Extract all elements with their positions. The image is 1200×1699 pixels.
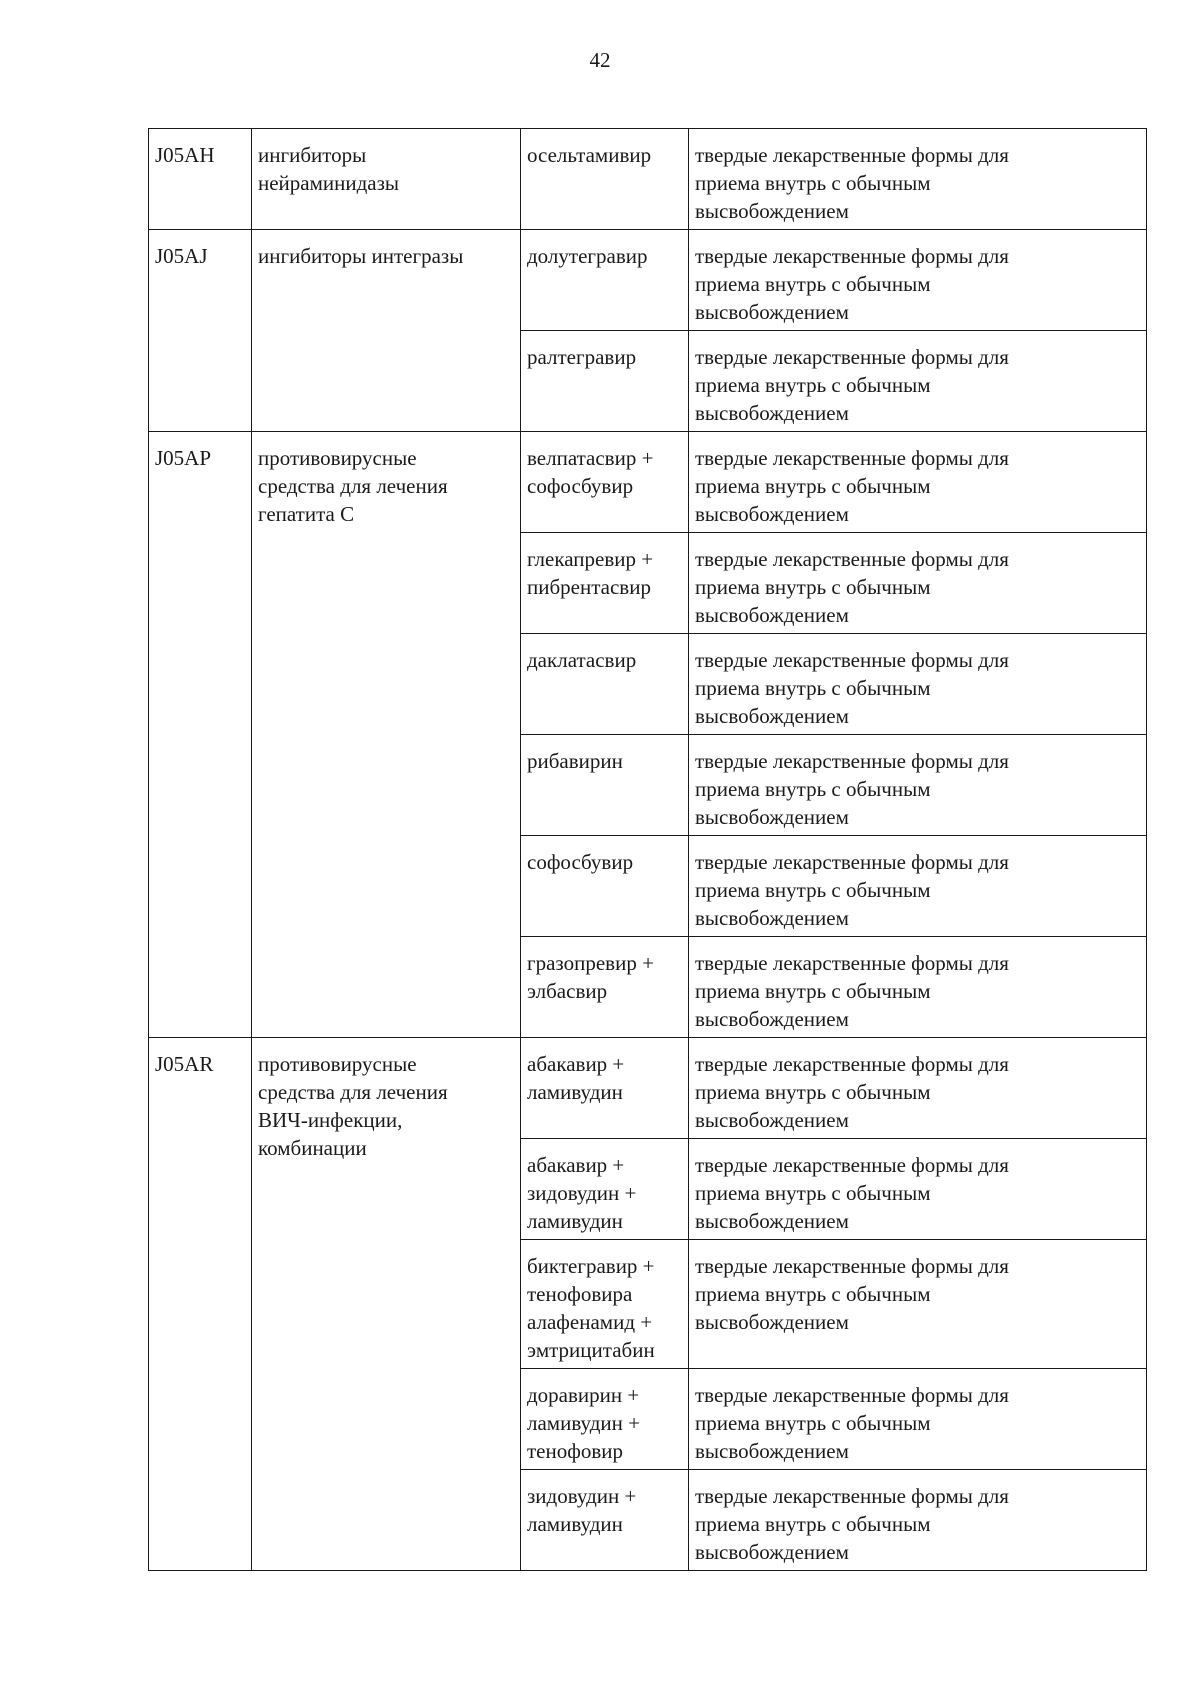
pharmacological-group-cell: [252, 432, 521, 1038]
drug-name-cell: [521, 735, 689, 836]
dosage-form-line: приема внутрь с обычным: [695, 373, 931, 397]
dosage-form-cell: [689, 836, 1147, 937]
drug-name-cell: [521, 129, 689, 230]
dosage-form-line: высвобождением: [695, 1209, 849, 1233]
dosage-form-cell: [689, 129, 1147, 230]
dosage-form-line: твердые лекарственные формы для: [695, 446, 1009, 470]
drug-name-cell: [521, 937, 689, 1038]
pharmacological-group-cell: [252, 1038, 521, 1571]
drug-name-line: абакавир +: [527, 1153, 625, 1177]
drug-name-cell: [521, 533, 689, 634]
dosage-form-cell: [689, 432, 1147, 533]
drug-name-cell: [521, 331, 689, 432]
drug-name-line: доравирин +: [527, 1383, 640, 1407]
table-row: [149, 1038, 1147, 1139]
drug-name-cell: [521, 1038, 689, 1139]
drug-name-line: тенофовира: [527, 1282, 633, 1306]
drug-name-line: эмтрицитабин: [527, 1338, 655, 1362]
dosage-form-line: твердые лекарственные формы для: [695, 850, 1009, 874]
dosage-form-cell: [689, 1240, 1147, 1369]
drug-name-line: тенофовир: [527, 1439, 623, 1463]
drug-name-line: пибрентасвир: [527, 575, 651, 599]
drug-name-line: даклатасвир: [527, 648, 637, 672]
dosage-form-line: высвобождением: [695, 1540, 849, 1564]
drug-name-line: глекапревир +: [527, 547, 654, 571]
group-name-line: гепатита С: [258, 502, 355, 526]
dosage-form-line: высвобождением: [695, 805, 849, 829]
dosage-form-line: высвобождением: [695, 704, 849, 728]
dosage-form-cell: [689, 735, 1147, 836]
dosage-form-line: твердые лекарственные формы для: [695, 345, 1009, 369]
drug-classification-table: [148, 128, 1147, 1571]
dosage-form-cell: [689, 1470, 1147, 1571]
drug-name-line: ламивудин: [527, 1512, 623, 1536]
drug-name-line: элбасвир: [527, 979, 608, 1003]
group-name-line: ингибиторы: [258, 143, 367, 167]
drug-name-line: алафенамид +: [527, 1310, 653, 1334]
drug-name-cell: [521, 1139, 689, 1240]
dosage-form-cell: [689, 331, 1147, 432]
dosage-form-line: высвобождением: [695, 401, 849, 425]
group-name-line: средства для лечения: [258, 1080, 448, 1104]
table-row: [149, 129, 1147, 230]
dosage-form-cell: [689, 937, 1147, 1038]
dosage-form-line: приема внутрь с обычным: [695, 1181, 931, 1205]
drug-name-line: софосбувир: [527, 850, 634, 874]
pharmacological-group-cell: [252, 230, 521, 432]
drug-name-line: софосбувир: [527, 474, 634, 498]
dosage-form-line: приема внутрь с обычным: [695, 979, 931, 1003]
drug-name-line: абакавир +: [527, 1052, 625, 1076]
drug-name-line: ламивудин: [527, 1080, 623, 1104]
dosage-form-line: высвобождением: [695, 603, 849, 627]
atc-code: J05AH: [155, 143, 215, 167]
dosage-form-line: приема внутрь с обычным: [695, 676, 931, 700]
dosage-form-line: твердые лекарственные формы для: [695, 648, 1009, 672]
dosage-form-line: твердые лекарственные формы для: [695, 1052, 1009, 1076]
dosage-form-line: приема внутрь с обычным: [695, 171, 931, 195]
drug-name-line: ламивудин: [527, 1209, 623, 1233]
dosage-form-line: твердые лекарственные формы для: [695, 1383, 1009, 1407]
atc-code: J05AP: [155, 446, 212, 470]
dosage-form-line: приема внутрь с обычным: [695, 777, 931, 801]
dosage-form-line: приема внутрь с обычным: [695, 1080, 931, 1104]
table-row: [149, 432, 1147, 533]
drug-name-cell: [521, 634, 689, 735]
group-name-line: нейраминидазы: [258, 171, 400, 195]
pharmacological-group-cell: [252, 129, 521, 230]
dosage-form-line: приема внутрь с обычным: [695, 878, 931, 902]
atc-code-cell: [149, 129, 252, 230]
group-name-line: противовирусные: [258, 446, 417, 470]
drug-name-cell: [521, 230, 689, 331]
dosage-form-line: твердые лекарственные формы для: [695, 1254, 1009, 1278]
dosage-form-cell: [689, 634, 1147, 735]
atc-code-cell: [149, 1038, 252, 1571]
group-name-line: противовирусные: [258, 1052, 417, 1076]
drug-name-cell: [521, 1369, 689, 1470]
dosage-form-line: высвобождением: [695, 1007, 849, 1031]
group-name-line: ВИЧ-инфекции,: [258, 1108, 403, 1132]
dosage-form-line: высвобождением: [695, 502, 849, 526]
page-number: 42: [589, 48, 611, 72]
group-name-line: комбинации: [258, 1136, 367, 1160]
dosage-form-cell: [689, 230, 1147, 331]
dosage-form-line: твердые лекарственные формы для: [695, 547, 1009, 571]
group-name-line: средства для лечения: [258, 474, 448, 498]
dosage-form-line: высвобождением: [695, 199, 849, 223]
atc-code: J05AR: [155, 1052, 214, 1076]
dosage-form-line: высвобождением: [695, 906, 849, 930]
drug-name-line: зидовудин +: [527, 1484, 637, 1508]
dosage-form-cell: [689, 1139, 1147, 1240]
dosage-form-line: твердые лекарственные формы для: [695, 244, 1009, 268]
drug-name-line: биктегравир +: [527, 1254, 655, 1278]
drug-name-cell: [521, 1470, 689, 1571]
dosage-form-line: приема внутрь с обычным: [695, 1512, 931, 1536]
dosage-form-line: приема внутрь с обычным: [695, 575, 931, 599]
dosage-form-line: приема внутрь с обычным: [695, 1282, 931, 1306]
drug-name-cell: [521, 836, 689, 937]
dosage-form-line: высвобождением: [695, 1108, 849, 1132]
drug-name-line: рибавирин: [527, 749, 623, 773]
drug-name-line: долутегравир: [527, 244, 648, 268]
drug-name-cell: [521, 432, 689, 533]
atc-code-cell: [149, 432, 252, 1038]
dosage-form-line: твердые лекарственные формы для: [695, 749, 1009, 773]
dosage-form-line: твердые лекарственные формы для: [695, 143, 1009, 167]
dosage-form-line: твердые лекарственные формы для: [695, 1484, 1009, 1508]
table-row: [149, 230, 1147, 331]
drug-name-line: осельтамивир: [527, 143, 652, 167]
dosage-form-line: приема внутрь с обычным: [695, 474, 931, 498]
table-body: [149, 129, 1147, 1571]
atc-code: J05AJ: [155, 244, 208, 268]
dosage-form-line: приема внутрь с обычным: [695, 1411, 931, 1435]
group-name-line: ингибиторы интегразы: [258, 244, 464, 268]
drug-name-line: велпатасвир +: [527, 446, 654, 470]
dosage-form-line: твердые лекарственные формы для: [695, 951, 1009, 975]
dosage-form-line: твердые лекарственные формы для: [695, 1153, 1009, 1177]
drug-name-cell: [521, 1240, 689, 1369]
drug-name-line: ламивудин +: [527, 1411, 640, 1435]
drug-name-line: гразопревир +: [527, 951, 654, 975]
dosage-form-line: высвобождением: [695, 1310, 849, 1334]
atc-code-cell: [149, 230, 252, 432]
dosage-form-cell: [689, 1369, 1147, 1470]
drug-name-line: ралтегравир: [527, 345, 637, 369]
dosage-form-line: высвобождением: [695, 1439, 849, 1463]
dosage-form-line: высвобождением: [695, 300, 849, 324]
dosage-form-cell: [689, 1038, 1147, 1139]
dosage-form-cell: [689, 533, 1147, 634]
drug-name-line: зидовудин +: [527, 1181, 637, 1205]
dosage-form-line: приема внутрь с обычным: [695, 272, 931, 296]
